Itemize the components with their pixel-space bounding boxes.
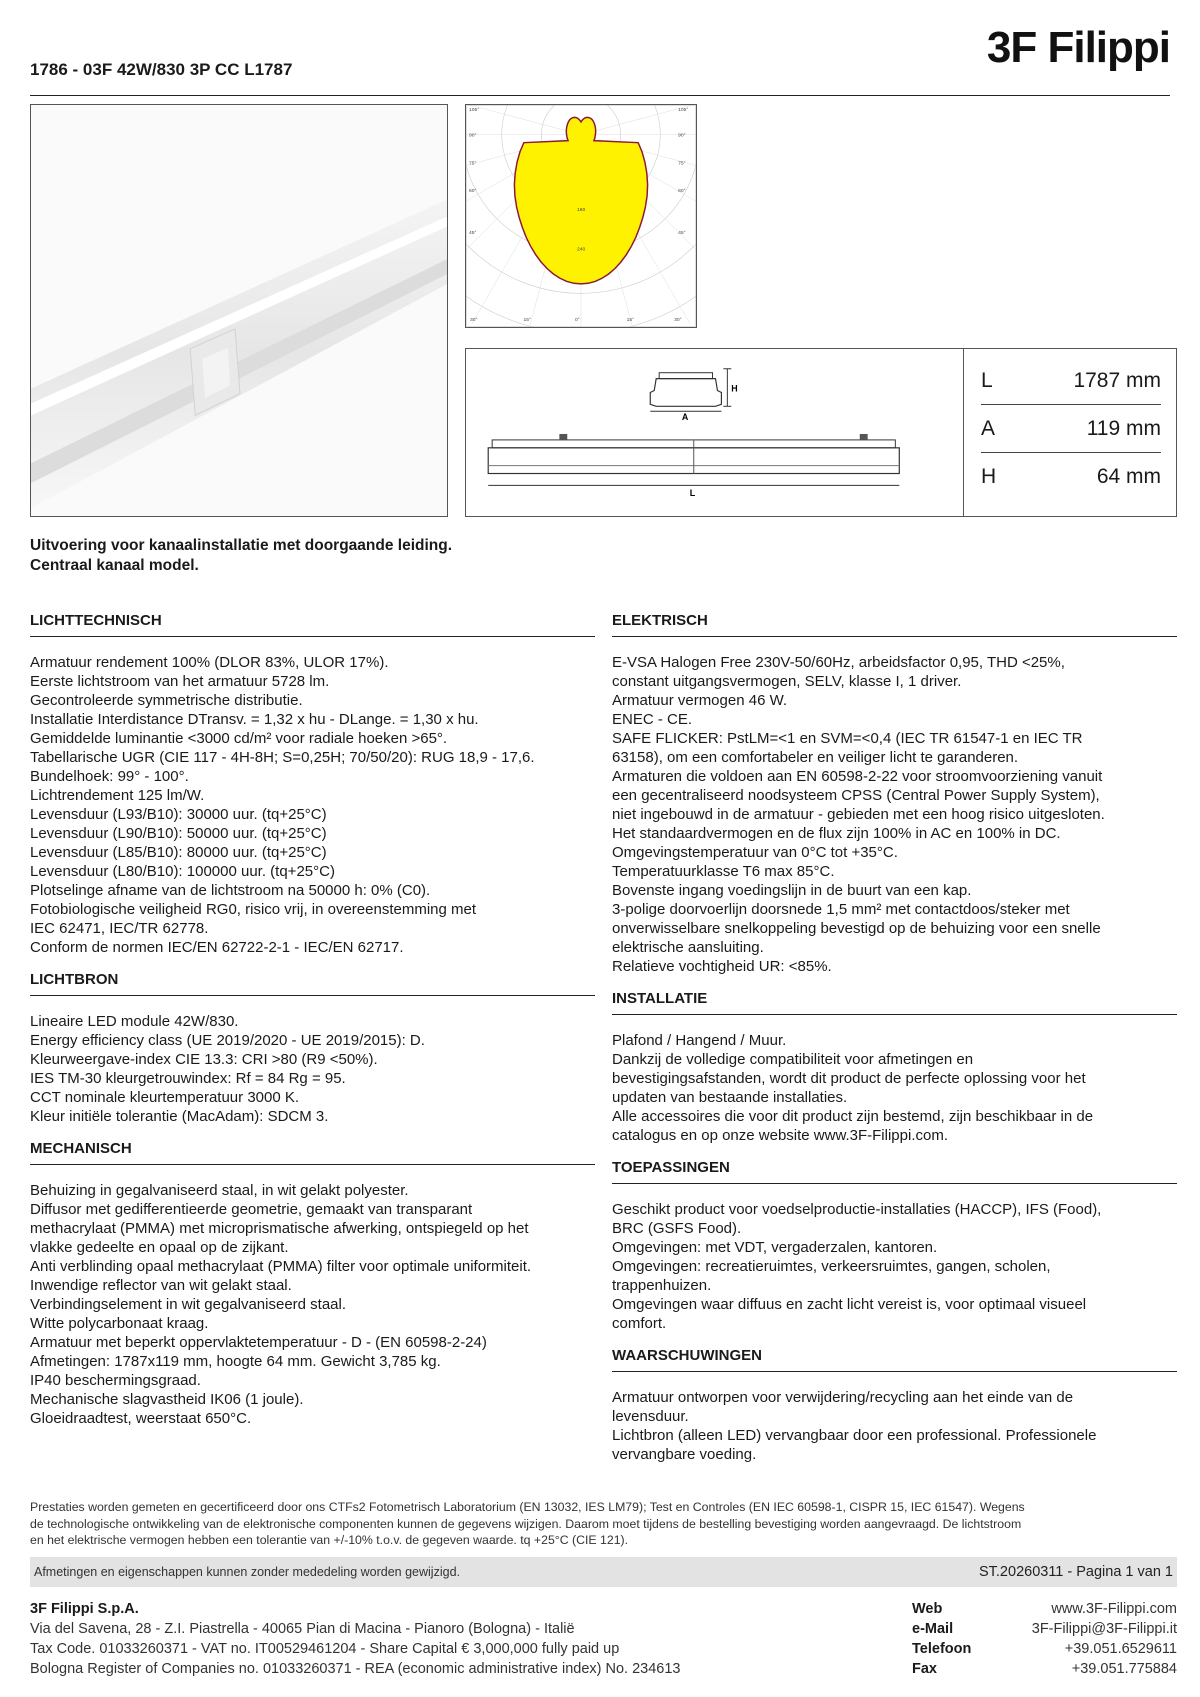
section-text-line: Armatuur met beperkt oppervlaktetemperatuur - D - (EN 60598-2-24) [30, 1334, 487, 1351]
section-text-line: Geschikt product voor voedselproductie-installaties (HACCP), IFS (Food), [612, 1201, 1102, 1218]
contact-fax [912, 1659, 1177, 1679]
section-toepassingen [612, 1159, 1177, 1333]
luminaire-photo-illustration [31, 105, 447, 516]
contact-label: e-Mail [912, 1621, 954, 1637]
polar-angle-label: 30° [674, 318, 682, 324]
website-link[interactable]: www.3F-Filippi.com [1051, 1601, 1177, 1617]
section-text-line: Alle accessoires die voor dit product zijn bestemd, zijn beschikbaar in de [612, 1108, 1094, 1125]
section-text-line: Levensduur (L80/B10): 100000 uur. (tq+25°C) [30, 863, 335, 880]
polar-curve [514, 117, 647, 284]
polar-light-distribution [466, 105, 696, 327]
footer-bar [30, 1557, 1177, 1587]
section-text-line: CCT nominale kleurtemperatuur 3000 K. [30, 1089, 300, 1106]
dimension-value: 119 mm [1086, 416, 1161, 440]
description-line: Uitvoering voor kanaalinstallatie met doorgaande leiding. [30, 537, 453, 554]
contact-label: Web [912, 1601, 943, 1617]
section-text-line: Levensduur (L93/B10): 30000 uur. (tq+25°C) [30, 806, 327, 823]
section-text-line: Levensduur (L85/B10): 80000 uur. (tq+25°C) [30, 844, 327, 861]
section-text-line: Plafond / Hangend / Muur. [612, 1032, 787, 1049]
dimension-label: A [981, 416, 996, 440]
dimension-row-length [981, 357, 1161, 405]
section-text-line: Relatieve vochtigheid UR: <85%. [612, 958, 832, 975]
section-text-line: Het standaardvermogen en de flux zijn 100% in AC en 100% in DC. [612, 825, 1061, 842]
left-column [30, 612, 595, 1442]
section-text-line: Lineaire LED module 42W/830. [30, 1013, 239, 1030]
section-text-line: Behuizing in gegalvaniseerd staal, in wit gelakt polyester. [30, 1182, 409, 1199]
section-text-line: trappenhuizen. [612, 1277, 712, 1294]
section-text-line: Omgevingen: met VDT, vergaderzalen, kantoren. [612, 1239, 938, 1256]
polar-angle-label: 90° [678, 133, 686, 139]
right-column [612, 612, 1177, 1478]
dimensions-table [981, 357, 1161, 501]
section-text-line: Tabellarische UGR (CIE 117 - 4H-8H; S=0,25H; 70/50/20): RUG 18,9 - 17,6. [30, 749, 535, 766]
section-text-line: Energy efficiency class (UE 2019/2020 - UE 2019/2015): D. [30, 1032, 425, 1049]
section-title: ELEKTRISCH [612, 612, 1177, 637]
section-text-line: Eerste lichtstroom van het armatuur 5728 lm. [30, 673, 330, 690]
contact-info [912, 1599, 1177, 1679]
page-reference: ST.20260311 - Pagina 1 van 1 [978, 1564, 1173, 1580]
polar-angle-label: 30° [470, 318, 478, 324]
section-text-line: Mechanische slagvastheid IK06 (1 joule). [30, 1391, 304, 1408]
section-text-line: Gemiddelde luminantie <3000 cd/m² voor radiale hoeken >65°. [30, 730, 448, 747]
section-text-line: methacrylaat (PMMA) met microprismatische afwerking, ontspiegeld op het [30, 1220, 529, 1237]
section-title: MECHANISCH [30, 1140, 595, 1165]
description-line: Centraal kanaal model. [30, 557, 199, 574]
section-title: TOEPASSINGEN [612, 1159, 1177, 1184]
contact-email [912, 1619, 1177, 1639]
company-tax: Tax Code. 01033260371 - VAT no. IT00529461204 - Share Capital € 3,000,000 fully paid up [30, 1641, 620, 1657]
section-text-line: vlakke gedeelte en opaal op de zijkant. [30, 1239, 289, 1256]
section-installatie [612, 990, 1177, 1145]
section-text-line: Fotobiologische veiligheid RG0, risico vrij, in overeenstemming met [30, 901, 477, 918]
section-title: LICHTTECHNISCH [30, 612, 595, 637]
contact-label: Fax [912, 1661, 937, 1677]
section-lichtbron [30, 971, 595, 1126]
section-text-line: niet ingebouwd in de armatuur - gebieden met een hoog risico uitgesloten. [612, 806, 1105, 823]
polar-angle-label: 15° [626, 318, 635, 324]
section-text-line: Conform de normen IEC/EN 62722-2-1 - IEC/EN 62717. [30, 939, 404, 956]
footnote-line: Prestaties worden gemeten en gecertificeerd door ons CTFs2 Fotometrisch Laboratorium (EN 13032, IES LM79); Test en Controles (EN IEC 60598-1, CISPR 15, IEC 61547). Wegens [30, 1500, 1025, 1514]
product-photo [30, 104, 448, 517]
section-text-line: Witte polycarbonaat kraag. [30, 1315, 209, 1332]
polar-angle-label: 90° [469, 133, 477, 139]
phone-number: +39.051.6529611 [1064, 1641, 1177, 1657]
polar-radial-label: 160 [577, 208, 586, 214]
contact-phone [912, 1639, 1177, 1659]
section-text-line: Lichtrendement 125 lm/W. [30, 787, 205, 804]
section-text-line: Temperatuurklasse T6 max 85°C. [612, 863, 835, 880]
section-text-line: elektrische aansluiting. [612, 939, 764, 956]
header-divider [30, 95, 1170, 96]
section-text-line: E-VSA Halogen Free 230V-50/60Hz, arbeidsfactor 0,95, THD <25%, [612, 654, 1065, 671]
polar-angle-label: 105° [469, 107, 480, 113]
section-text-line: onverwisselbare snelkoppeling bevestigd op de behuizing voor een snelle [612, 920, 1101, 937]
polar-angle-label: 45° [678, 230, 686, 236]
dimension-row-height [981, 453, 1161, 501]
section-text-line: IP40 beschermingsgraad. [30, 1372, 201, 1389]
section-text-line: Armatuur vermogen 46 W. [612, 692, 788, 709]
section-text-line: IEC 62471, IEC/TR 62778. [30, 920, 209, 937]
dimension-value: 1787 mm [1073, 368, 1161, 392]
dim-label-a: A [681, 412, 689, 423]
section-text-line: Kleur initiële tolerantie (MacAdam): SDCM 3. [30, 1108, 329, 1125]
section-text-line: levensduur. [612, 1408, 689, 1425]
polar-angle-label: 60° [469, 189, 477, 195]
footnote [30, 1499, 1177, 1549]
section-text-line: bevestigingsafstanden, wordt dit product de perfecte oplossing voor het [612, 1070, 1086, 1087]
technical-drawing [466, 349, 963, 516]
section-text-line: BRC (GSFS Food). [612, 1220, 742, 1237]
section-text-line: ENEC - CE. [612, 711, 693, 728]
footnote-line: en het elektrische vermogen hebben een tolerantie van +/-10% t.o.v. de gegeven waarde. tq +25°C (CIE 121). [30, 1533, 629, 1547]
product-description [30, 536, 630, 576]
section-mechanisch [30, 1140, 595, 1428]
section-text-line: comfort. [612, 1315, 667, 1332]
dimensions-panel [465, 348, 1177, 517]
section-text-line: catalogus en op onze website www.3F-Filippi.com. [612, 1127, 948, 1144]
section-text-line: SAFE FLICKER: PstLM=<1 en SVM=<0,4 (IEC TR 61547-1 en IEC TR [612, 730, 1083, 747]
contact-label: Telefoon [912, 1641, 972, 1657]
section-title: WAARSCHUWINGEN [612, 1347, 1177, 1372]
section-text-line: Omgevingen: recreatieruimtes, verkeersruimtes, gangen, scholen, [612, 1258, 1051, 1275]
dimension-label: H [981, 465, 997, 488]
change-disclaimer: Afmetingen en eigenschappen kunnen zonder mededeling worden gewijzigd. [34, 1565, 460, 1579]
section-text-line: Inwendige reflector van wit gelakt staal. [30, 1277, 292, 1294]
polar-angle-label: 75° [469, 161, 477, 167]
company-address: Via del Savena, 28 - Z.I. Piastrella - 40065 Pian di Macina - Pianoro (Bologna) - Italië [30, 1621, 575, 1637]
contact-web [912, 1599, 1177, 1619]
section-elektrisch [612, 612, 1177, 976]
section-waarschuwingen [612, 1347, 1177, 1464]
product-code-title: 1786 - 03F 42W/830 3P CC L1787 [30, 60, 293, 79]
section-text-line: 3-polige doorvoerlijn doorsnede 1,5 mm² met contactdoos/steker met [612, 901, 1070, 918]
section-text-line: Verbindingselement in wit gegalvaniseerd staal. [30, 1296, 347, 1313]
polar-diagram [465, 104, 697, 328]
section-text-line: IES TM-30 kleurgetrouwindex: Rf = 84 Rg = 95. [30, 1070, 346, 1087]
section-text-line: updaten van bestaande installaties. [612, 1089, 848, 1106]
company-register: Bologna Register of Companies no. 01033260371 - REA (economic administrative index) No. 234613 [30, 1661, 681, 1677]
company-name: 3F Filippi S.p.A. [30, 1601, 139, 1617]
section-text-line: Anti verblinding opaal methacrylaat (PMMA) filter voor optimale uniformiteit. [30, 1258, 532, 1275]
section-text-line: Bovenste ingang voedingslijn in de buurt van een kap. [612, 882, 972, 899]
polar-angle-label: 0° [575, 318, 580, 324]
polar-angle-label: 60° [678, 189, 686, 195]
section-text-line: Afmetingen: 1787x119 mm, hoogte 64 mm. Gewicht 3,785 kg. [30, 1353, 441, 1370]
polar-angle-label: 15° [523, 318, 531, 324]
dim-label-l: L [689, 488, 696, 499]
section-text-line: constant uitgangsvermogen, SELV, klasse I, 1 driver. [612, 673, 962, 690]
section-text-line: Lichtbron (alleen LED) vervangbaar door een professional. Professionele [612, 1427, 1097, 1444]
section-text-line: Bundelhoek: 99° - 100°. [30, 768, 189, 785]
polar-angle-label: 75° [678, 161, 686, 167]
dimension-row-width [981, 405, 1161, 453]
section-text-line: een gecentraliseerd noodsysteem CPSS (Central Power Supply System), [612, 787, 1100, 804]
section-text-line: Diffusor met gedifferentieerde geometrie, gemaakt van transparant [30, 1201, 473, 1218]
polar-angle-label: 105° [678, 107, 689, 113]
brand-logo: 3F Filippi [986, 23, 1170, 72]
company-info [30, 1599, 680, 1679]
email-link[interactable]: 3F-Filippi@3F-Filippi.it [1031, 1621, 1177, 1637]
section-title: LICHTBRON [30, 971, 595, 996]
polar-grid-spoke [466, 105, 581, 135]
section-text-line: Gecontroleerde symmetrische distributie. [30, 692, 303, 709]
section-text-line: Kleurweergave-index CIE 13.3: CRI >80 (R9 <50%). [30, 1051, 378, 1068]
dim-label-h: H [731, 383, 738, 394]
section-title: INSTALLATIE [612, 990, 1177, 1015]
section-text-line: Dankzij de volledige compatibiliteit voor afmetingen en [612, 1051, 974, 1068]
section-text-line: Omgevingen waar diffuus en zacht licht vereist is, voor optimaal visueel [612, 1296, 1087, 1313]
section-text-line: Armatuur rendement 100% (DLOR 83%, ULOR 17%). [30, 654, 389, 671]
section-text-line: Plotselinge afname van de lichtstroom na 50000 h: 0% (C0). [30, 882, 431, 899]
section-text-line: Armaturen die voldoen aan EN 60598-2-22 voor stroomvoorziening vanuit [612, 768, 1103, 785]
footnote-line: de technologische ontwikkeling van de elektronische componenten kunnen de gegevens wijzigen. Daarom moet tijdens de bestelling bevestiging worden aangevraagd. De lichtstroom [30, 1516, 1022, 1531]
dimension-drawing [466, 349, 964, 516]
section-text-line: Installatie Interdistance DTransv. = 1,32 x hu - DLange. = 1,30 x hu. [30, 711, 479, 728]
fax-number: +39.051.775884 [1071, 1661, 1177, 1677]
section-text-line: Gloeidraadtest, weerstaat 650°C. [30, 1410, 252, 1427]
polar-angle-label: 45° [469, 230, 477, 236]
section-text-line: Omgevingstemperatuur van 0°C tot +35°C. [612, 844, 898, 861]
section-text-line: vervangbare voeding. [612, 1446, 757, 1463]
polar-radial-label: 240 [577, 247, 586, 253]
section-text-line: 63158), om een comfortabeler en veiliger licht te garanderen. [612, 749, 1019, 766]
section-text-line: Armatuur ontworpen voor verwijdering/recycling aan het einde van de [612, 1389, 1074, 1406]
dimension-value: 64 mm [1096, 465, 1161, 488]
dimension-label: L [981, 368, 993, 392]
section-lichttechnisch [30, 612, 595, 957]
section-text-line: Levensduur (L90/B10): 50000 uur. (tq+25°C) [30, 825, 327, 842]
